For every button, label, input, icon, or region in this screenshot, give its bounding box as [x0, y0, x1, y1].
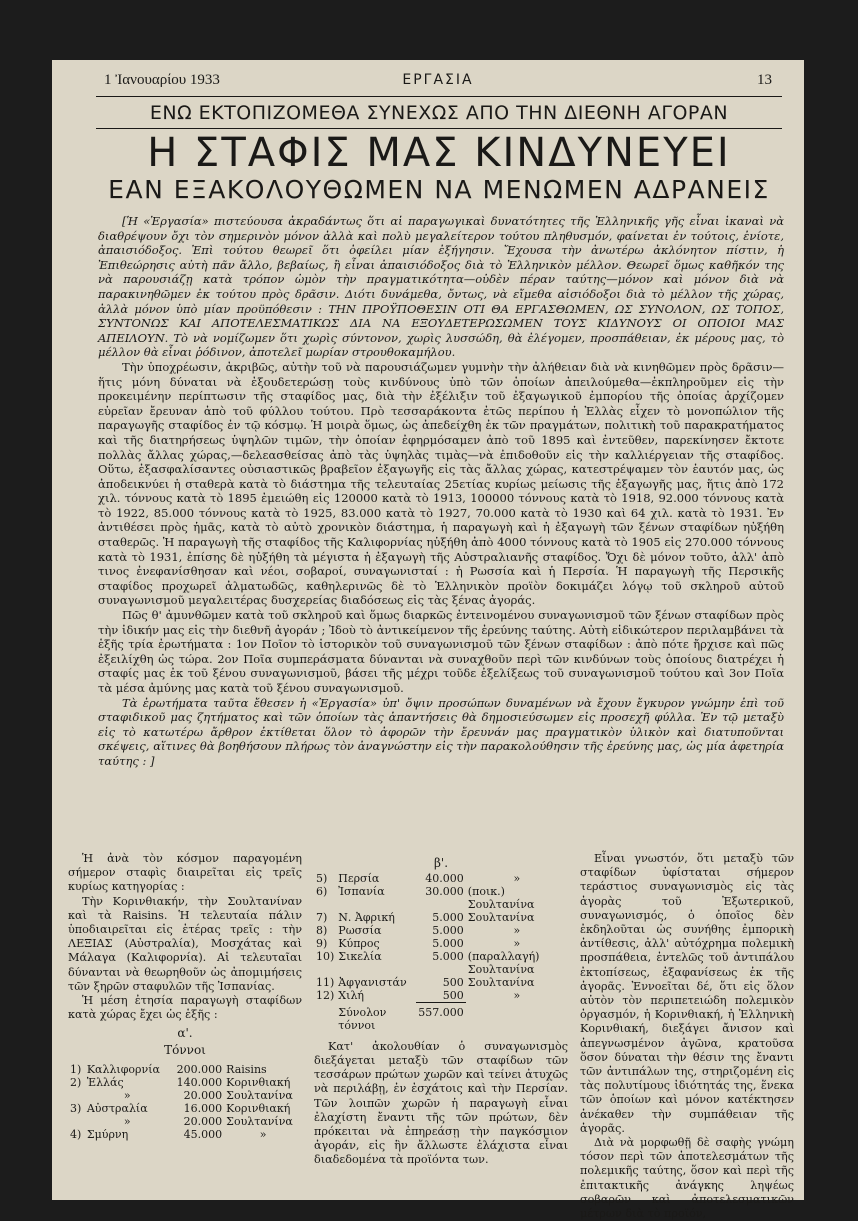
row-kind: Raisins [226, 1062, 267, 1076]
table-row [68, 1089, 302, 1102]
table-row [68, 1102, 302, 1115]
row-number: 5) [316, 872, 328, 886]
row-quantity: 30.000 [425, 885, 464, 899]
row-quantity: 16.000 [183, 1101, 223, 1115]
row-number: 3) [70, 1101, 82, 1115]
table-row [68, 1128, 302, 1141]
row-kind: » [259, 1127, 267, 1141]
table-row [314, 976, 568, 989]
row-country: Ἀφγανιστάν [338, 976, 407, 990]
row-country: Ἑλλάς [86, 1075, 124, 1089]
table-row [314, 937, 568, 950]
row-kind: (παραλλαγή) Σουλτανίνα [467, 950, 540, 977]
row-country: Περσία [338, 872, 380, 886]
row-quantity: 20.000 [183, 1114, 223, 1128]
row-country: Σμύρνη [86, 1127, 129, 1141]
row-country: » [123, 1114, 131, 1128]
intro-paragraph: Τὴν ὑποχρέωσιν, ἀκριβῶς, αὐτὴν τοῦ νὰ παρουσιάζωμεν γυμνὴν τὴν ἀλήθειαν διὰ νὰ κινηθῶμεν πρὸς δρᾶσιν—ἥτις μόνη δύναται νὰ ἐξουδετερώσῃ τοὺς κινδύνους ὑπὸ τῶν ὁποίων ἀπειλούμεθα—ἐκπληροῦμεν εἰς τὴν προκειμένην περίπτωσιν τῆς σταφίδος μας, διὰ τὴν ἐξέλιξιν τοῦ ἐξαγωγικοῦ ἐμπορίου τῆς ὁποίας ἀρχίζομεν εὐρεῖαν ἔρευναν ἀπὸ τοῦ φύλλου τούτου. Πρὸ τεσσαράκοντα ἐτῶς περίπου ἡ Ἑλλὰς εἶχεν τὸ μονοπώλιον τῆς παραγωγῆς σταφίδος ἐν τῷ κόσμῳ. Ἡ μοιρὰ ὅμως, ὡς ἀπεδείχθη ἐκ τῶν πραγμάτων, πολιτικὴ τοῦ παρακρατήματος καὶ τῆς διατηρήσεως ὑψηλῶν τιμῶν, τὴν ὁποίαν ἐφηρμόσαμεν ἀπὸ τοῦ 1895 καὶ ἐντεῦθεν, παρεκίνησεν ἔκτοτε πολλὰς ἄλλας χώρας,—δελεασθείσας ἀπὸ τὰς ὑψηλὰς τιμὰς—νὰ ἐπιδοθοῦν εἰς τὴν καλλιέργειαν τῆς σταφίδος. Οὕτω, ἐξασφαλίσαντες οὐσιαστικῶς βραβεῖον ἐξαγωγῆς εἰς τὰς ἄλλας χώρας, κατεστρέψαμεν τὸν ἑαυτόν μας, ὡς ἀποδεικνύει ἡ σταθερὰ κατὰ τὸ διάστημα τῆς τελευταίας 25ετίας κυρίως μείωσις τῆς ἐξαγωγῆς μας, ἥτις ἀπὸ 172 χιλ. τόννους κατὰ τὸ 1895 ἐμειώθη εἰς 120000 κατὰ τὸ 1913, 100000 τόννους κατὰ τὸ 1918, 92.000 τόννους κατὰ τὸ 1922, 85.000 τόννους κατὰ τὸ 1925, 83.000 κατὰ τὸ 1927, 70.000 κατὰ τὸ 1930 καὶ 64 χιλ. κατὰ τὸ 1931. Ἐν ἀντιθέσει πρὸς ἡμᾶς, κατὰ τὸ αὐτὸ χρονικὸν διάστημα, ἡ παραγωγὴ καὶ ἡ ἐξαγωγὴ τῶν ξένων σταφίδων ηὐξήθη σταθερῶς. Ἡ παραγωγὴ τῆς σταφίδος τῆς Καλιφορνίας ηὐξήθη ἀπὸ 4000 τόννους κατὰ τὸ 1905 εἰς 270.000 τόννους κατὰ τὸ 1931, ἐπίσης δὲ ηὐξήθη τὰ μέγιστα ἡ ἐξαγωγὴ τῆς Αὐστραλιανῆς σταφίδος. Ὄχι δὲ μόνον τοῦτο, ἀλλ' ἀπὸ τινος ἐνεφανίσθησαν καὶ νέοι, σοβαροί, συναγωνισταί : ἡ Ρωσσία καὶ ἡ Περσία. Ἡ παραγωγὴ τῆς Περσικῆς σταφίδος προχωρεῖ ἀλματωδῶς, καθηλερινῶς δὲ τὸ Ἑλληνικὸν προϊὸν δοκιμάζει λόγῳ τοῦ σκληροῦ αὐτοῦ συναγωνισμοῦ μεγαλειτέρας δυσχερείας διαδόσεως εἰς τὰς ξένας ἀγοράς. [98, 359, 784, 608]
row-number: 10) [316, 950, 335, 964]
row-quantity: 5.000 [432, 937, 464, 951]
table-row [314, 872, 568, 885]
row-number: 6) [316, 885, 328, 899]
row-kind: Σουλτανίνα [226, 1088, 293, 1102]
row-quantity: 500 [442, 989, 464, 1003]
table-row [314, 911, 568, 924]
column-3 [580, 852, 794, 1221]
intro-paragraph: [Ἡ «Ἐργασία» πιστεύουσα ἀκραδάντως ὅτι αἱ παραγωγικαὶ δυνατότητες τῆς Ἑλληνικῆς γῆς εἶναι ἱκαναὶ νὰ διαθρέψουν ὄχι τὸν σημερινὸν μόνον ἀλλὰ καὶ πολὺ μεγαλείτερον τούτου πληθυσμόν, φαίνεται ἐν τούτοις, ἐνίοτε, ἀπαισιόδοξος. Ἐπὶ τούτου θεωρεῖ ὅτι ὀφείλει μίαν ἐξήγησιν. Ἔχουσα τὴν ἀνωτέρω ἀκλόνητον πίστιν, ἡ Ἐπιθεώρησις αὐτὴ πᾶν ἄλλο, βεβαίως, ἢ εἶναι ἀπαισιόδοξος διὰ τὸ Ἑλληνικὸν μέλλον. Θεωρεῖ ὅμως καθῆκόν της νὰ παρουσιάζῃ κατὰ τρόπον ὠμὸν τὴν πραγματικότητα—οὐδὲν πέραν ταύτης—μόνον καὶ μόνον διὰ νὰ παρακινηθῶμεν ἐκ τούτου πρὸς δρᾶσιν. Διότι δυνάμεθα, ὄντως, νὰ εἴμεθα αἰσιόδοξοι διὰ τὸ μέλλον τῆς χώρας, ἀλλὰ μόνον ὑπὸ μίαν προϋπόθεσιν : ΤΗΝ ΠΡΟΫΠΟΘΕΣΙΝ ΟΤΙ ΘΑ ΕΡΓΑΣΘΩΜΕΝ, ΩΣ ΣΥΝΟΛΟΝ, ΩΣ ΤΟΠΟΣ, ΣΥΝΤΟΝΩΣ ΚΑΙ ΑΠΟΤΕΛΕΣΜΑΤΙΚΩΣ ΔΙΑ ΝΑ ΕΞΟΥΔΕΤΕΡΩΣΩΜΕΝ ΤΟΥΣ ΚΙΔΥΝΟΥΣ ΟΙ ΟΠΟΙΟΙ ΜΑΣ ΑΠΕΙΛΟΥΝ. Τὸ νὰ νομίζωμεν ὅτι χωρὶς σύντονον, χωρὶς λυσσώδη, θὰ ἐλέγομεν, προσπάθειαν, ἐκ μέρους μας, τὸ μέλλον θὰ εἶναι ῥόδινον, ἀποτελεῖ μωρίαν στρουθοκαμήλου. [98, 214, 784, 360]
table-total-row [314, 1003, 568, 1032]
row-number: 4) [70, 1127, 82, 1141]
production-table-b [314, 872, 568, 1032]
magazine-page [52, 60, 804, 1221]
editorial-intro [98, 214, 784, 862]
table-row [314, 950, 568, 976]
issue-date: 1 Ἰανουαρίου 1933 [104, 72, 220, 88]
row-kind: Σουλτανίνα [467, 976, 535, 990]
row-quantity: 140.000 [176, 1075, 223, 1089]
row-quantity: 20.000 [183, 1088, 223, 1102]
row-kind: Σουλτανίνα [467, 911, 535, 925]
row-country: Ἰσπανία [338, 885, 385, 899]
table-row [68, 1115, 302, 1128]
row-country: Ν. Ἀφρική [338, 911, 395, 925]
row-country: Αὐστραλία [86, 1101, 148, 1115]
body-paragraph: Τὴν Κορινθιακήν, τὴν Σουλτανίναν καὶ τὰ Raisins. Ἡ τελευταία πάλιν ὑποδιαιρεῖται εἰς ἑτέρας τρεῖς : τὴν ΛΕΞΙΑΣ (Αὐστραλία), Μοσχάτας καὶ Μάλαγα (Καλιφορνία). Αἱ τελευταῖαι δύνανται νὰ θεωρηθοῦν ὡς ἀπομιμήσεις τῶν ξηρῶν σταφυλῶν τῆς Ἰσπανίας. [68, 894, 302, 993]
row-quantity: 5.000 [432, 924, 464, 938]
row-kind: » [513, 989, 521, 1003]
row-kind: » [513, 872, 521, 886]
total-label: Σύνολον τόννοι [338, 1005, 387, 1032]
table-row [314, 885, 568, 911]
magazine-name: ΕΡΓΑΣΙΑ [402, 72, 474, 88]
row-quantity: 500 [442, 976, 464, 990]
row-number: 11) [316, 976, 335, 990]
body-paragraph: Διὰ νὰ μορφωθῇ δὲ σαφὴς γνώμη τόσον περὶ τῶν ἀποτελεσμάτων τῆς πολεμικῆς ταύτης, ὅσον καὶ περὶ τῆς ἐπιτακτικῆς ἀνάγκης ληψέως σοβαρῶν καὶ ἀποτελεσματικῶν μέτρων διὰ τὸ προϊόν, [580, 1136, 794, 1221]
row-kind: Κορινθιακή [226, 1101, 291, 1115]
article-kicker: ΕΝΩ ΕΚΤΟΠΙΖΟΜΕΘΑ ΣΥΝΕΧΩΣ ΑΠΟ ΤΗΝ ΔΙΕΘΝΗ ΑΓΟΡΑΝ [149, 102, 729, 124]
column-1 [68, 852, 302, 1192]
header-rule [96, 96, 782, 97]
row-kind: » [513, 937, 521, 951]
table-row [68, 1063, 302, 1076]
table-section-label: α'. [177, 1026, 193, 1041]
production-table-a [68, 1063, 302, 1141]
row-quantity: 45.000 [183, 1127, 223, 1141]
table-section-label: β'. [433, 856, 449, 870]
table-row [68, 1076, 302, 1089]
body-paragraph: Ἡ ἀνὰ τὸν κόσμον παραγομένη σήμερον σταφὶς διαιρεῖται εἰς τρεῖς κυρίως κατηγορίας : [68, 852, 302, 894]
row-kind: » [513, 924, 521, 938]
row-number: 9) [316, 937, 328, 951]
row-kind: Κορινθιακή [226, 1075, 291, 1089]
row-quantity: 40.000 [425, 872, 464, 886]
row-country: » [123, 1088, 131, 1102]
table-row [314, 989, 568, 1003]
table-units-label: Τόννοι [164, 1042, 206, 1057]
row-number [68, 1089, 85, 1102]
article-subheadline: ΕΑΝ ΕΞΑΚΟΛΟΥΘΩΜΕΝ ΝΑ ΜΕΝΩΜΕΝ ΑΔΡΑΝΕΙΣ [108, 175, 770, 204]
row-number: 8) [316, 924, 328, 938]
row-number: 7) [316, 911, 328, 925]
row-kind: Σουλτανίνα [226, 1114, 293, 1128]
table-row [314, 924, 568, 937]
row-quantity: 200.000 [176, 1062, 223, 1076]
row-country: Σικελία [338, 950, 382, 964]
column-2 [314, 852, 568, 1192]
article-headline: Η ΣΤΑΦΙΣ ΜΑΣ ΚΙΝΔΥΝΕΥΕΙ [147, 130, 731, 176]
intro-paragraph: Τὰ ἐρωτήματα ταῦτα ἔθεσεν ἡ «Ἐργασία» ὑπ' ὄψιν προσώπων δυναμένων νὰ ἔχουν ἔγκυρον γνώμην ἐπὶ τοῦ σταφιδικοῦ μας ζητήματος καὶ τῶν ὁποίων τὰς ἀπαντήσεις θὰ δημοσιεύσωμεν εἰς προσεχῆ φύλλα. Ἐν τῷ μεταξὺ εἰς τὸ κατωτέρω ἄρθρον ἐκτίθεται ὅλον τὸ ἀφορῶν τὴν ἔρευνάν μας πραγματικὸν ὑλικὸν καὶ διατυποῦνται σκέψεις, αἵτινες θὰ βοηθήσουν πλήρως τὸν ἀναγνώστην εἰς τὴν παρακολούθησιν τῆς ἐρεύνης μας, ὡς μία ἀφετηρία ταύτης : ] [98, 695, 784, 768]
kicker-rule [96, 128, 782, 129]
page-number: 13 [757, 72, 772, 88]
body-paragraph: Κατ' ἀκολουθίαν ὁ συναγωνισμὸς διεξάγεται μεταξὺ τῶν σταφίδων τῶν τεσσάρων πρώτων χωρῶν καὶ τείνει ἀτυχῶς νὰ περιλάβῃ, ἐν ἐσχάτοις καὶ τὴν Περσίαν. Τῶν λοιπῶν χωρῶν ἡ παραγωγὴ εἶναι ἐλαχίστη ἔναντι τῆς τῶν πρώτων, δὲν πρόκειται νὰ ἐπηρεάσῃ τὴν παγκόσμιον ἀγοράν, εἰς ἣν ἄλλωστε ἐλάχιστα εἶναι διαδεδομένα τὰ προϊόντα των. [314, 1039, 568, 1167]
row-quantity: 5.000 [432, 950, 464, 964]
row-country: Καλλιφορνία [86, 1062, 160, 1076]
body-paragraph: Εἶναι γνωστόν, ὅτι μεταξὺ τῶν σταφίδων ὑφίσταται σήμερον τεράστιος συναγωνισμὸς εἰς τὰς ἀγορὰς τοῦ Ἐξωτερικοῦ, συναγωνισμός, ὁ ὁποῖος δὲν ἐκδηλοῦται ὡς συνήθης ἐμπορικὴ ἀντίθεσις, ἀλλ' αὐτόχρημα πολεμικὴ προσπάθεια, ἐντελῶς τοῦ ἀντιπάλου ἐκτοπίσεως, ἐξαφανίσεως ἐκ τῆς ἀγορᾶς. Ἐννοεῖται δέ, ὅτι εἰς ὅλον αὐτὸν τὸν περιπετειώδη πολεμικὸν ὀργασμόν, ἡ Κορινθιακή, ἡ Ἑλληνικὴ Κορινθιακή, διεξάγει ἄνισον καὶ ἀπεγνωσμένον ἀγῶνα, κρατοῦσα ὅσον δύναται τὴν θέσιν της ἔναντι τῶν ἀντιπάλων της, στηριζομένη εἰς τὰς πολυτίμους ἰδιότητάς της, ἕνεκα τῶν ὁποίων καὶ μόνον κατέκτησεν ἀνέκαθεν τὴν συμπάθειαν τῆς ἀγορᾶς. [580, 852, 794, 1135]
row-country: Κύπρος [338, 937, 380, 951]
row-number [68, 1115, 85, 1128]
intro-paragraph: Πῶς θ' ἀμυνθῶμεν κατὰ τοῦ σκληροῦ καὶ ὅμως διαρκῶς ἐντεινομένου συναγωνισμοῦ τῶν ξένων σταφίδων πρὸς τὴν ἰδικήν μας εἰς τὴν διεθνῆ ἀγοράν ; Ἰδοὺ τὸ ἀντικείμενον τῆς ἐρεύνης ταύτης. Αὐτὴ εἰδικώτερον περιλαμβάνει τὰ ἑξῆς τρία ἐρωτήματα : 1ον Ποῖον τὸ ἱστορικὸν τοῦ συναγωνισμοῦ τῶν ξένων σταφίδων : ἀπὸ πότε ἤρχισε καὶ πῶς ἐξειλίχθη ὡς τώρα. 2ον Ποῖα συμπεράσματα δύνανται νὰ συναχθοῦν περὶ τῶν κινδύνων τοὺς ὁποίους διατρέχει ἡ σταφίς μας ἐκ τοῦ ξένου συναγωνισμοῦ, βάσει τῆς μέχρι τοῦδε ἐξελίξεως τοῦ συναγωνισμοῦ τούτου καὶ 3ον Ποῖα τὰ μέσα ἀμύνης μας κατὰ τοῦ ξένου συναγωνισμοῦ. [98, 608, 784, 695]
row-country: Χιλή [338, 989, 365, 1003]
row-kind: (ποικ.) Σουλτανίνα [467, 885, 535, 912]
row-number: 12) [316, 989, 335, 1003]
body-paragraph: Ἡ μέση ἐτησία παραγωγὴ σταφίδων κατὰ χώρας ἔχει ὡς ἑξῆς : [68, 994, 302, 1022]
row-quantity: 5.000 [432, 911, 464, 925]
row-number: 2) [70, 1075, 82, 1089]
row-country: Ρωσσία [338, 924, 382, 938]
total-value: 557.000 [416, 1003, 466, 1032]
row-number: 1) [70, 1062, 82, 1076]
page-header [104, 72, 772, 96]
